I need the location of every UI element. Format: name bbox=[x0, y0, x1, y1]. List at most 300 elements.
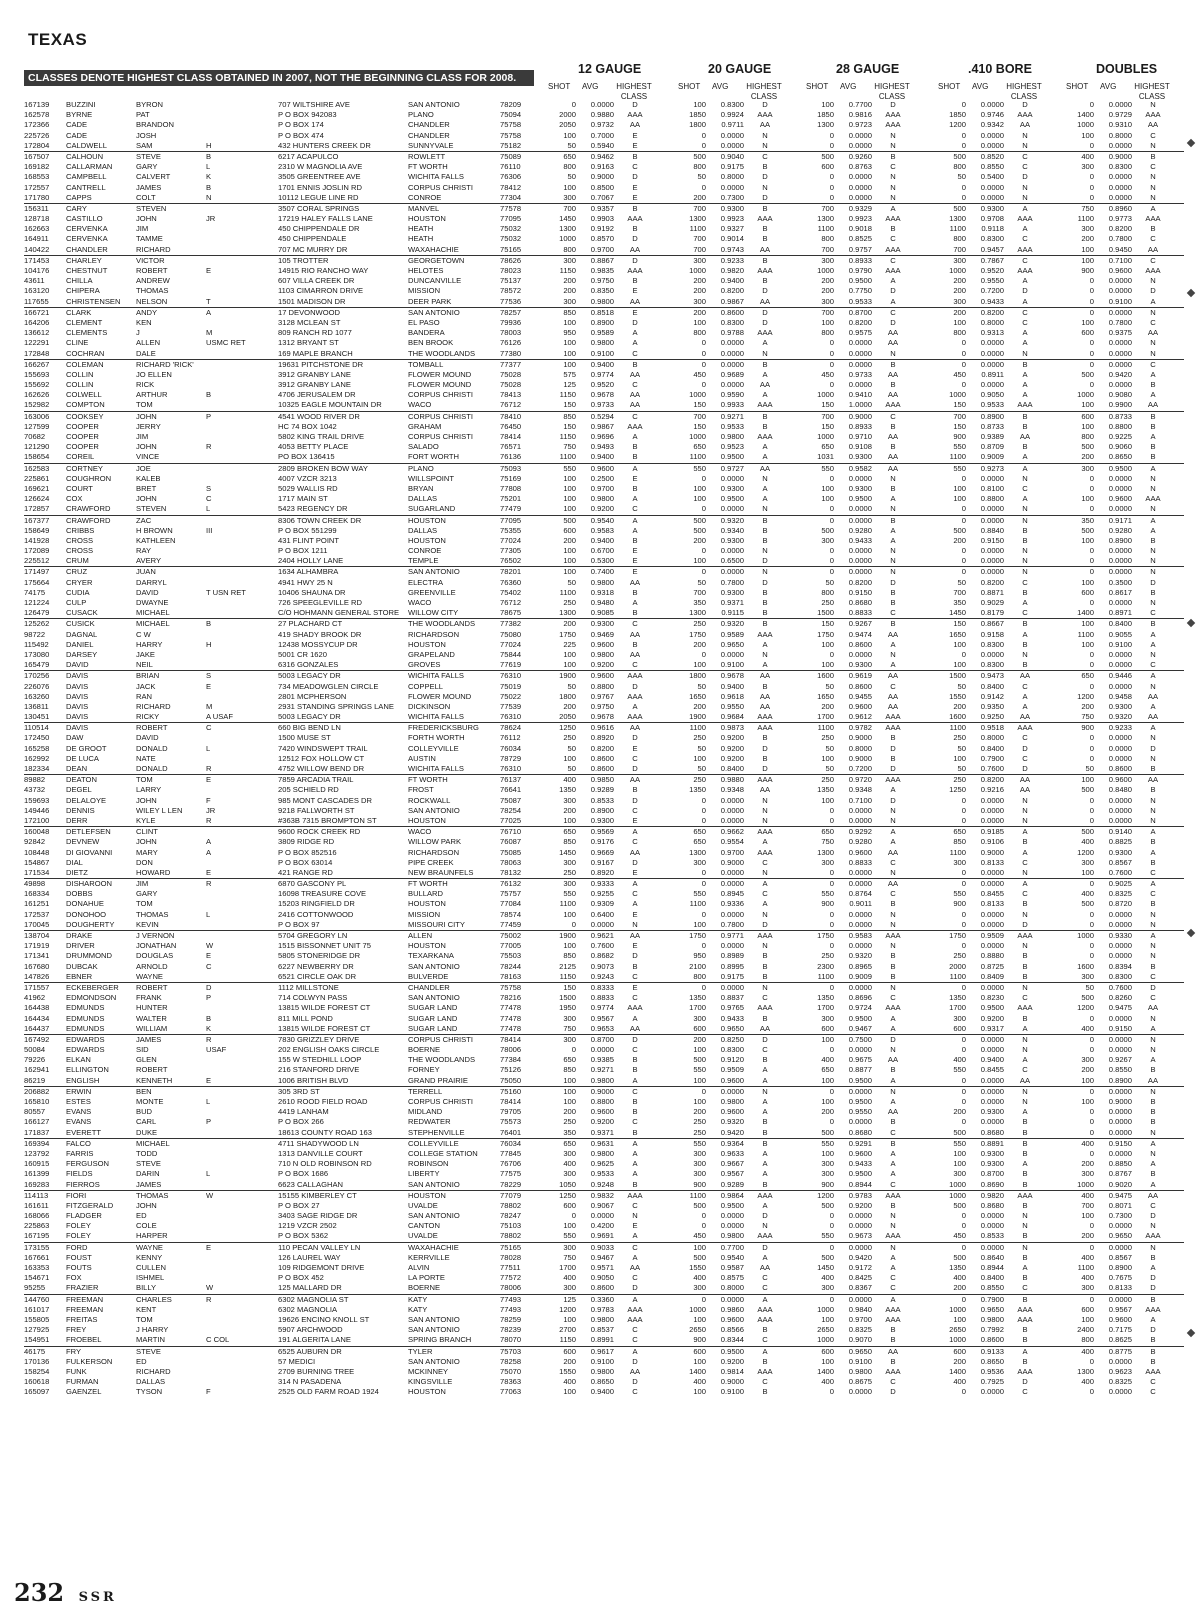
shot-count: 550 bbox=[563, 463, 576, 473]
shot-count: 0 bbox=[961, 359, 966, 369]
highest-class: A bbox=[632, 1148, 638, 1158]
first-name: JOHN bbox=[136, 795, 157, 805]
shot-count: 50 bbox=[957, 764, 966, 773]
average: 0.8394 bbox=[1108, 961, 1132, 971]
average: 0.9678 bbox=[720, 671, 744, 681]
first-name: J VERNON bbox=[136, 931, 175, 940]
average: 0.8600 bbox=[590, 753, 614, 763]
member-id: 160618 bbox=[24, 1377, 50, 1387]
highest-class: C bbox=[1022, 857, 1028, 867]
average: 0.0000 bbox=[1108, 1242, 1132, 1252]
highest-class: B bbox=[762, 1387, 768, 1397]
highest-class: B bbox=[762, 276, 768, 286]
highest-class: AA bbox=[1019, 671, 1031, 681]
member-id: 226076 bbox=[24, 681, 50, 691]
city: FT WORTH bbox=[408, 162, 448, 172]
average: 0.0000 bbox=[980, 338, 1004, 348]
zip-code: 78412 bbox=[500, 182, 522, 192]
shot-count: 1450 bbox=[559, 847, 576, 857]
shot-count: 150 bbox=[563, 400, 576, 410]
street-address: 5907 ARCHWOOD bbox=[278, 1325, 343, 1335]
average: 0.9733 bbox=[848, 369, 872, 379]
shot-count: 1000 bbox=[949, 390, 966, 400]
average: 0.0000 bbox=[590, 919, 614, 929]
shot-count: 50 bbox=[1085, 764, 1094, 773]
table-row bbox=[24, 1128, 1184, 1139]
first-name: MARY bbox=[136, 847, 158, 857]
average: 0.0000 bbox=[980, 879, 1004, 889]
shot-count: 1100 bbox=[689, 224, 706, 234]
shot-count: 550 bbox=[693, 889, 706, 899]
average: 0.9300 bbox=[720, 203, 744, 213]
average: 0.0000 bbox=[848, 192, 872, 202]
highest-class: B bbox=[1150, 224, 1156, 234]
shot-count: 500 bbox=[693, 1055, 706, 1065]
shot-count: 300 bbox=[563, 192, 576, 202]
highest-class: B bbox=[890, 380, 896, 390]
shot-count: 200 bbox=[1081, 1159, 1094, 1169]
highest-class: AAA bbox=[1145, 110, 1161, 120]
last-name: FURMAN bbox=[66, 1377, 99, 1387]
highest-class: B bbox=[1150, 1107, 1156, 1117]
shot-count: 1000 bbox=[817, 266, 834, 275]
shot-count: 100 bbox=[821, 753, 834, 763]
highest-class: A bbox=[632, 515, 638, 525]
highest-class: B bbox=[1022, 951, 1028, 961]
highest-class: B bbox=[890, 961, 896, 971]
shot-count: 400 bbox=[1081, 837, 1094, 847]
last-name: DAVIS bbox=[66, 712, 89, 722]
shot-count: 550 bbox=[821, 1231, 834, 1241]
highest-class: B bbox=[1150, 1169, 1156, 1179]
highest-class: B bbox=[762, 753, 768, 763]
highest-class: B bbox=[1022, 587, 1028, 597]
highest-class: A bbox=[632, 338, 638, 348]
shot-count: 0 bbox=[1089, 941, 1094, 951]
average: 0.9100 bbox=[590, 348, 614, 358]
suffix: P bbox=[206, 411, 212, 421]
shot-count: 200 bbox=[563, 1107, 576, 1117]
highest-class: D bbox=[1150, 286, 1156, 296]
highest-class: N bbox=[890, 504, 896, 514]
last-name: CLARK bbox=[66, 307, 92, 317]
shot-count: 650 bbox=[953, 827, 966, 837]
average: 0.0000 bbox=[590, 1211, 614, 1221]
average: 0.9600 bbox=[590, 671, 614, 681]
first-name: JAMES bbox=[136, 182, 162, 192]
registration-mark-icon bbox=[1187, 619, 1195, 627]
member-id: 175664 bbox=[24, 577, 50, 587]
shot-count: 100 bbox=[821, 795, 834, 805]
highest-class: B bbox=[890, 971, 896, 981]
city: COLLEYVILLE bbox=[408, 1138, 459, 1148]
table-row bbox=[24, 1263, 1184, 1273]
city: HELOTES bbox=[408, 266, 444, 275]
highest-class: B bbox=[762, 598, 768, 607]
average: 0.9320 bbox=[720, 1117, 744, 1127]
last-name: EDMUNDS bbox=[66, 1023, 105, 1033]
shot-count: 300 bbox=[953, 255, 966, 265]
average: 0.8680 bbox=[980, 1200, 1004, 1210]
zip-code: 75703 bbox=[500, 1346, 522, 1356]
member-id: 127925 bbox=[24, 1325, 50, 1335]
average: 0.8900 bbox=[980, 411, 1004, 421]
suffix: A bbox=[206, 837, 212, 847]
shot-count: 200 bbox=[563, 276, 576, 286]
table-row bbox=[24, 1315, 1184, 1325]
average: 0.8900 bbox=[1108, 535, 1132, 545]
average: 0.6700 bbox=[590, 546, 614, 556]
city: HOUSTON bbox=[408, 639, 446, 649]
city: MISSION bbox=[408, 909, 441, 919]
member-id: 165810 bbox=[24, 1097, 50, 1106]
shot-count: 0 bbox=[829, 504, 834, 514]
shot-count: 500 bbox=[953, 1252, 966, 1262]
first-name: GARY bbox=[136, 162, 158, 172]
last-name: EVERETT bbox=[66, 1127, 102, 1137]
highest-class: N bbox=[890, 130, 896, 140]
shot-count: 0 bbox=[829, 515, 834, 525]
highest-class: AAA bbox=[885, 214, 901, 224]
shot-count: 100 bbox=[1081, 1075, 1094, 1085]
average: 0.0000 bbox=[720, 567, 744, 577]
street-address: 4419 LANHAM bbox=[278, 1107, 329, 1117]
street-address: P O BOX 27 bbox=[278, 1200, 320, 1210]
average: 0.0000 bbox=[848, 1242, 872, 1252]
highest-class: A bbox=[632, 899, 638, 909]
highest-class: A bbox=[1022, 1346, 1028, 1356]
highest-class: N bbox=[1150, 483, 1156, 493]
city: HOUSTON bbox=[408, 535, 446, 545]
highest-class: E bbox=[632, 982, 638, 992]
shot-count: 0 bbox=[701, 982, 706, 992]
highest-class: D bbox=[1150, 1283, 1156, 1293]
average: 0.9600 bbox=[1108, 775, 1132, 785]
city: GRAHAM bbox=[408, 421, 442, 431]
street-address: 169 MAPLE BRANCH bbox=[278, 348, 353, 358]
zip-code: 78132 bbox=[500, 867, 522, 877]
zip-code: 77084 bbox=[500, 899, 522, 909]
average: 0.8833 bbox=[848, 857, 872, 867]
highest-class: D bbox=[632, 764, 638, 773]
average: 0.0000 bbox=[1108, 733, 1132, 743]
highest-class: N bbox=[1150, 1242, 1156, 1252]
shot-count: 200 bbox=[1081, 1065, 1094, 1075]
shot-count: 0 bbox=[1089, 100, 1094, 109]
suffix: L bbox=[206, 909, 211, 919]
member-id: 43611 bbox=[24, 276, 45, 286]
average: 0.0000 bbox=[980, 1034, 1004, 1044]
average: 0.8567 bbox=[1108, 857, 1132, 867]
table-row bbox=[24, 297, 1184, 308]
first-name: WALTER bbox=[136, 1013, 167, 1023]
first-name: ANDREW bbox=[136, 276, 170, 286]
average: 0.9800 bbox=[590, 1148, 614, 1158]
suffix: H bbox=[206, 639, 212, 649]
shot-count: 200 bbox=[693, 1034, 706, 1044]
average: 0.8900 bbox=[590, 317, 614, 327]
shot-count: 100 bbox=[821, 1356, 834, 1366]
suffix: R bbox=[206, 879, 212, 889]
average: 0.9400 bbox=[720, 276, 744, 286]
average: 0.0000 bbox=[980, 1097, 1004, 1106]
city: BRYAN bbox=[408, 483, 434, 493]
city: GROVES bbox=[408, 660, 441, 670]
shot-count: 100 bbox=[1081, 535, 1094, 545]
highest-class: B bbox=[1022, 1117, 1028, 1127]
shot-count: 50 bbox=[957, 172, 966, 182]
first-name: JACK bbox=[136, 681, 156, 691]
shot-count: 900 bbox=[821, 899, 834, 909]
average: 0.9903 bbox=[590, 214, 614, 224]
average: 0.7900 bbox=[980, 753, 1004, 763]
highest-class: B bbox=[632, 1065, 638, 1075]
shot-count: 1000 bbox=[1077, 120, 1094, 130]
average: 0.8179 bbox=[980, 608, 1004, 618]
last-name: COREIL bbox=[66, 452, 95, 462]
average: 0.9864 bbox=[720, 1190, 744, 1200]
first-name: KATHLEEN bbox=[136, 535, 176, 545]
city: FT WORTH bbox=[408, 879, 448, 889]
zip-code: 79705 bbox=[500, 1107, 522, 1117]
highest-class: A bbox=[1022, 452, 1028, 462]
highest-class: N bbox=[890, 909, 896, 919]
last-name: FIERROS bbox=[66, 1179, 100, 1189]
last-name: COURT bbox=[66, 483, 93, 493]
shot-count: 200 bbox=[563, 619, 576, 629]
average: 0.8400 bbox=[1108, 619, 1132, 629]
shot-count: 0 bbox=[1089, 296, 1094, 306]
shot-count: 0 bbox=[1089, 815, 1094, 825]
average: 0.9115 bbox=[721, 608, 744, 618]
average: 0.8600 bbox=[848, 639, 872, 649]
shot-count: 200 bbox=[953, 535, 966, 545]
shot-count: 100 bbox=[693, 660, 706, 670]
shot-count: 1100 bbox=[689, 1190, 706, 1200]
average: 0.9767 bbox=[590, 691, 614, 701]
highest-class: E bbox=[632, 192, 638, 202]
shot-count: 350 bbox=[1081, 515, 1094, 525]
shot-count: 0 bbox=[1089, 795, 1094, 805]
average: 0.9880 bbox=[720, 775, 744, 785]
average: 0.9100 bbox=[720, 1387, 744, 1397]
member-id: 163006 bbox=[24, 411, 50, 421]
average: 0.0000 bbox=[1108, 556, 1132, 566]
street-address: 6623 CALLAGHAN bbox=[278, 1179, 344, 1189]
table-row bbox=[24, 1024, 1184, 1035]
highest-class: AAA bbox=[1017, 931, 1033, 940]
average: 0.9033 bbox=[590, 1242, 614, 1252]
average: 0.0000 bbox=[980, 941, 1004, 951]
average: 0.0000 bbox=[848, 909, 872, 919]
first-name: FRANK bbox=[136, 993, 162, 1003]
zip-code: 78414 bbox=[500, 1034, 522, 1044]
shot-count: 1700 bbox=[559, 1263, 576, 1272]
zip-code: 75160 bbox=[500, 1086, 522, 1096]
first-name: ROBERT bbox=[136, 982, 168, 992]
shot-count: 900 bbox=[821, 1179, 834, 1189]
city: PIPE CREEK bbox=[408, 857, 454, 867]
city: CORPUS CHRISTI bbox=[408, 411, 473, 421]
street-address: 710 N OLD ROBINSON RD bbox=[278, 1159, 372, 1169]
first-name: STEVEN bbox=[136, 203, 167, 213]
shot-count: 100 bbox=[693, 317, 706, 327]
highest-class: C bbox=[890, 857, 896, 867]
gauge-title: 20 GAUGE bbox=[708, 62, 772, 76]
average: 0.9600 bbox=[848, 701, 872, 711]
average: 0.8455 bbox=[980, 1065, 1004, 1075]
average: 0.9371 bbox=[590, 1127, 614, 1137]
shot-count: 0 bbox=[701, 348, 706, 358]
average: 0.9000 bbox=[1108, 151, 1132, 161]
last-name: CROSS bbox=[66, 546, 94, 556]
average: 0.8640 bbox=[980, 1252, 1004, 1262]
highest-class: B bbox=[890, 1117, 896, 1127]
average: 0.8000 bbox=[848, 743, 872, 753]
table-row bbox=[24, 785, 1184, 795]
average: 0.9600 bbox=[1108, 1314, 1132, 1324]
table-row bbox=[24, 1014, 1184, 1024]
shot-count: 1100 bbox=[817, 971, 834, 981]
average: 0.0000 bbox=[980, 348, 1004, 358]
table-row bbox=[24, 452, 1184, 463]
street-address: 2801 MCPHERSON bbox=[278, 691, 347, 701]
average: 0.9400 bbox=[980, 1055, 1004, 1065]
shot-count: 0 bbox=[961, 867, 966, 877]
average: 0.0000 bbox=[1108, 359, 1132, 369]
average: 0.0000 bbox=[1108, 681, 1132, 691]
last-name: DARSEY bbox=[66, 649, 98, 659]
city: ROWLETT bbox=[408, 151, 446, 161]
city: MISSION bbox=[408, 286, 441, 296]
average: 0.8911 bbox=[981, 369, 1004, 379]
highest-class: B bbox=[890, 515, 896, 525]
highest-class: AAA bbox=[885, 1314, 901, 1324]
gauge-title: 12 GAUGE bbox=[578, 62, 642, 76]
suffix: K bbox=[206, 172, 212, 182]
zip-code: 78410 bbox=[500, 411, 522, 421]
shot-count: 400 bbox=[563, 1159, 576, 1169]
table-row bbox=[24, 400, 1184, 411]
highest-class: C bbox=[1022, 234, 1028, 244]
average: 0.0000 bbox=[980, 1387, 1004, 1397]
highest-class: D bbox=[890, 100, 896, 109]
highest-class: A bbox=[632, 1159, 638, 1169]
first-name: RICHARD bbox=[136, 701, 171, 711]
member-id: 170045 bbox=[24, 919, 50, 929]
highest-class: N bbox=[1022, 182, 1028, 192]
highest-class: AAA bbox=[627, 691, 643, 701]
highest-class: C bbox=[1022, 733, 1028, 743]
member-id: 172366 bbox=[24, 120, 50, 130]
zip-code: 78675 bbox=[500, 608, 522, 618]
shot-count: 0 bbox=[829, 982, 834, 992]
street-address: 1634 ALHAMBRA bbox=[278, 567, 339, 577]
zip-code: 76087 bbox=[500, 837, 522, 847]
zip-code: 75573 bbox=[500, 1117, 522, 1127]
average: 0.8533 bbox=[980, 1231, 1004, 1241]
last-name: EDMONDSON bbox=[66, 993, 117, 1003]
highest-class: N bbox=[1150, 100, 1156, 109]
highest-class: A bbox=[890, 1263, 896, 1272]
shot-count: 800 bbox=[953, 162, 966, 172]
highest-class: C bbox=[762, 1283, 768, 1293]
average: 0.9280 bbox=[1108, 525, 1132, 535]
shot-count: 450 bbox=[693, 369, 706, 379]
class-notice-banner: CLASSES DENOTE HIGHEST CLASS OBTAINED IN 2007, NOT THE BEGINNING CLASS FOR 2008. bbox=[24, 70, 534, 86]
highest-class: B bbox=[632, 587, 638, 597]
average: 0.9675 bbox=[848, 1055, 872, 1065]
first-name: DOUGLAS bbox=[136, 951, 174, 961]
member-id: 43732 bbox=[24, 785, 46, 795]
zip-code: 75019 bbox=[500, 681, 522, 691]
street-address: 12512 FOX HOLLOW CT bbox=[278, 753, 365, 763]
highest-class: AA bbox=[1147, 1190, 1159, 1200]
average: 0.9233 bbox=[1108, 723, 1132, 733]
average: 0.8300 bbox=[980, 660, 1004, 670]
highest-class: N bbox=[1022, 473, 1028, 483]
highest-class: C bbox=[890, 1377, 896, 1387]
shot-count: 200 bbox=[953, 1107, 966, 1117]
average: 0.0000 bbox=[848, 1211, 872, 1221]
shot-count: 1650 bbox=[817, 691, 834, 701]
shot-count: 1300 bbox=[559, 224, 576, 234]
highest-class: E bbox=[632, 473, 638, 483]
highest-class: N bbox=[1150, 753, 1156, 763]
highest-class: AA bbox=[1147, 328, 1159, 338]
table-row bbox=[24, 172, 1184, 182]
highest-class: B bbox=[762, 619, 768, 629]
last-name: CARY bbox=[66, 203, 87, 213]
city: GREENVILLE bbox=[408, 587, 456, 597]
shot-count: 1000 bbox=[1077, 1179, 1094, 1189]
street-address: 4053 BETTY PLACE bbox=[278, 442, 349, 452]
first-name: STEVEN bbox=[136, 504, 167, 514]
shot-count: 500 bbox=[693, 525, 706, 535]
first-name: SAM bbox=[136, 140, 153, 150]
city: RICHARDSON bbox=[408, 629, 460, 639]
highest-class: A bbox=[890, 1075, 896, 1085]
shot-count: 100 bbox=[563, 473, 576, 483]
city: SAN ANTONIO bbox=[408, 307, 460, 317]
city: FORTH WORTH bbox=[408, 733, 465, 743]
shot-count: 200 bbox=[1081, 1231, 1094, 1241]
average: 0.9000 bbox=[848, 753, 872, 763]
highest-class: AA bbox=[1147, 400, 1159, 410]
highest-class: C bbox=[890, 234, 896, 244]
shot-count: 1200 bbox=[949, 120, 966, 130]
average: 0.8200 bbox=[590, 743, 614, 753]
highest-class: B bbox=[890, 733, 896, 743]
average: 0.7200 bbox=[848, 764, 872, 773]
highest-class: AA bbox=[1147, 775, 1159, 785]
average: 0.9500 bbox=[848, 1075, 872, 1085]
highest-class: D bbox=[890, 743, 896, 753]
highest-class: C bbox=[1150, 255, 1156, 265]
city: UVALDE bbox=[408, 1231, 438, 1241]
highest-class: AA bbox=[629, 1023, 641, 1033]
shot-count: 100 bbox=[821, 100, 834, 109]
table-row bbox=[24, 504, 1184, 515]
average: 0.8567 bbox=[1108, 1252, 1132, 1262]
shot-count: 1800 bbox=[559, 691, 576, 701]
highest-class: A bbox=[890, 494, 896, 504]
table-row bbox=[24, 484, 1184, 494]
city: COLLEGE STATION bbox=[408, 1148, 478, 1158]
highest-class: N bbox=[1022, 909, 1028, 919]
highest-class: B bbox=[762, 203, 768, 213]
table-row bbox=[24, 598, 1184, 608]
